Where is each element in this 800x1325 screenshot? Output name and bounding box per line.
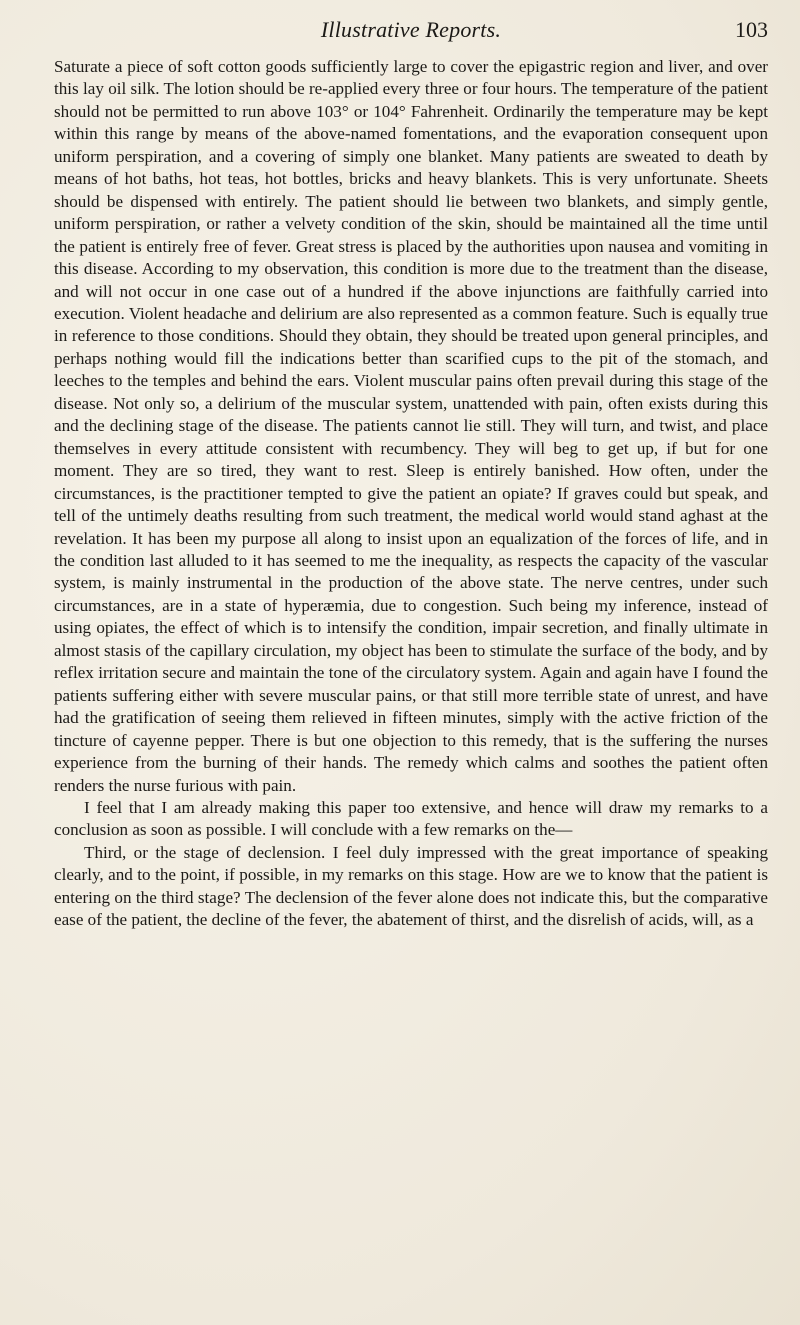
page-number: 103 xyxy=(735,17,768,42)
running-title: Illustrative Reports. xyxy=(320,17,502,42)
book-page xyxy=(54,12,768,932)
running-head xyxy=(54,12,768,48)
paragraph-1: Saturate a piece of soft cotton goods sufficiently large to cover the epigastric region and liver, and over this lay oil silk. The lotion should be re-applied every three or four hours. The temperature of the patient should not be permitted to run above 103° or 104° Fahrenheit. Ordinarily the temperature may be kept within this range by means of the above-named fomentations, and the evaporation consequent upon uniform perspiration, and a covering of simply one blanket. Many patients are sweated to death by means of hot baths, hot teas, hot bottles, bricks and heavy blankets. This is very unfortunate. Sheets should be dispensed with entirely. The patient should lie between two blankets, and simply gentle, uniform perspiration, or rather a velvety condition of the skin, should be maintained all the time until the patient is entirely free of fever. Great stress is placed by the authorities upon nausea and vomiting in this disease. According to my observation, this condition is more due to the treatment than the disease, and will not occur in one case out of a hundred if the above injunctions are faithfully carried into execution. Violent headache and delirium are also represented as a common feature. Such is equally true in reference to those conditions. Should they obtain, they should be treated upon general principles, and perhaps nothing would fill the indications better than scarified cups to the pit of the stomach, and leeches to the temples and behind the ears. Violent muscular pains often prevail during this stage of the disease. Not only so, a delirium of the muscular system, unattended with pain, often exists during this and the declining stage of the disease. The patients cannot lie still. They will turn, and twist, and place themselves in every attitude consistent with recumbency. They will beg to get up, if but for one moment. They are so tired, they want to rest. Sleep is entirely banished. How often, under the circumstances, is the practitioner tempted to give the patient an opiate? If graves could but speak, and tell of the untimely deaths resulting from such treatment, the medical world would stand aghast at the revelation. It has been my purpose all along to insist upon an equalization of the forces of life, and in the condition last alluded to it has seemed to me the inequality, as respects the capacity of the vascular system, is mainly instrumental in the production of the above state. The nerve centres, under such circumstances, are in a state of hyperæmia, due to congestion. Such being my inference, instead of using opiates, the effect of which is to intensify the condition, impair secretion, and finally ultimate in almost stasis of the capillary circulation, my object has been to stimulate the surface of the body, and by reflex irritation secure and maintain the tone of the circulatory system. Again and again have I found the patients suffering either with severe muscular pains, or that still more terrible state of unrest, and have had the gratification of seeing them relieved in fifteen minutes, simply with the active friction of the tincture of cayenne pepper. There is but one objection to this remedy, that is the suffering the nurses experience from the burning of their hands. The remedy which calms and soothes the patient often renders the nurse furious with pain. xyxy=(54,57,768,795)
paragraph-2: I feel that I am already making this paper too extensive, and hence will draw my remarks to a conclusion as soon as possible. I will conclude with a few remarks on the— xyxy=(54,797,768,840)
paragraph-3: Third, or the stage of declension. I feel duly impressed with the great importance of speaking clearly, and to the point, if possible, in my remarks on this stage. How are we to know that the patient is entering on the third stage? The declension of the fever alone does not indicate this, but the comparative ease of the patient, the decline of the fever, the abatement of thirst, and the disrelish of acids, will, as a xyxy=(54,842,768,930)
body-text xyxy=(54,56,768,932)
